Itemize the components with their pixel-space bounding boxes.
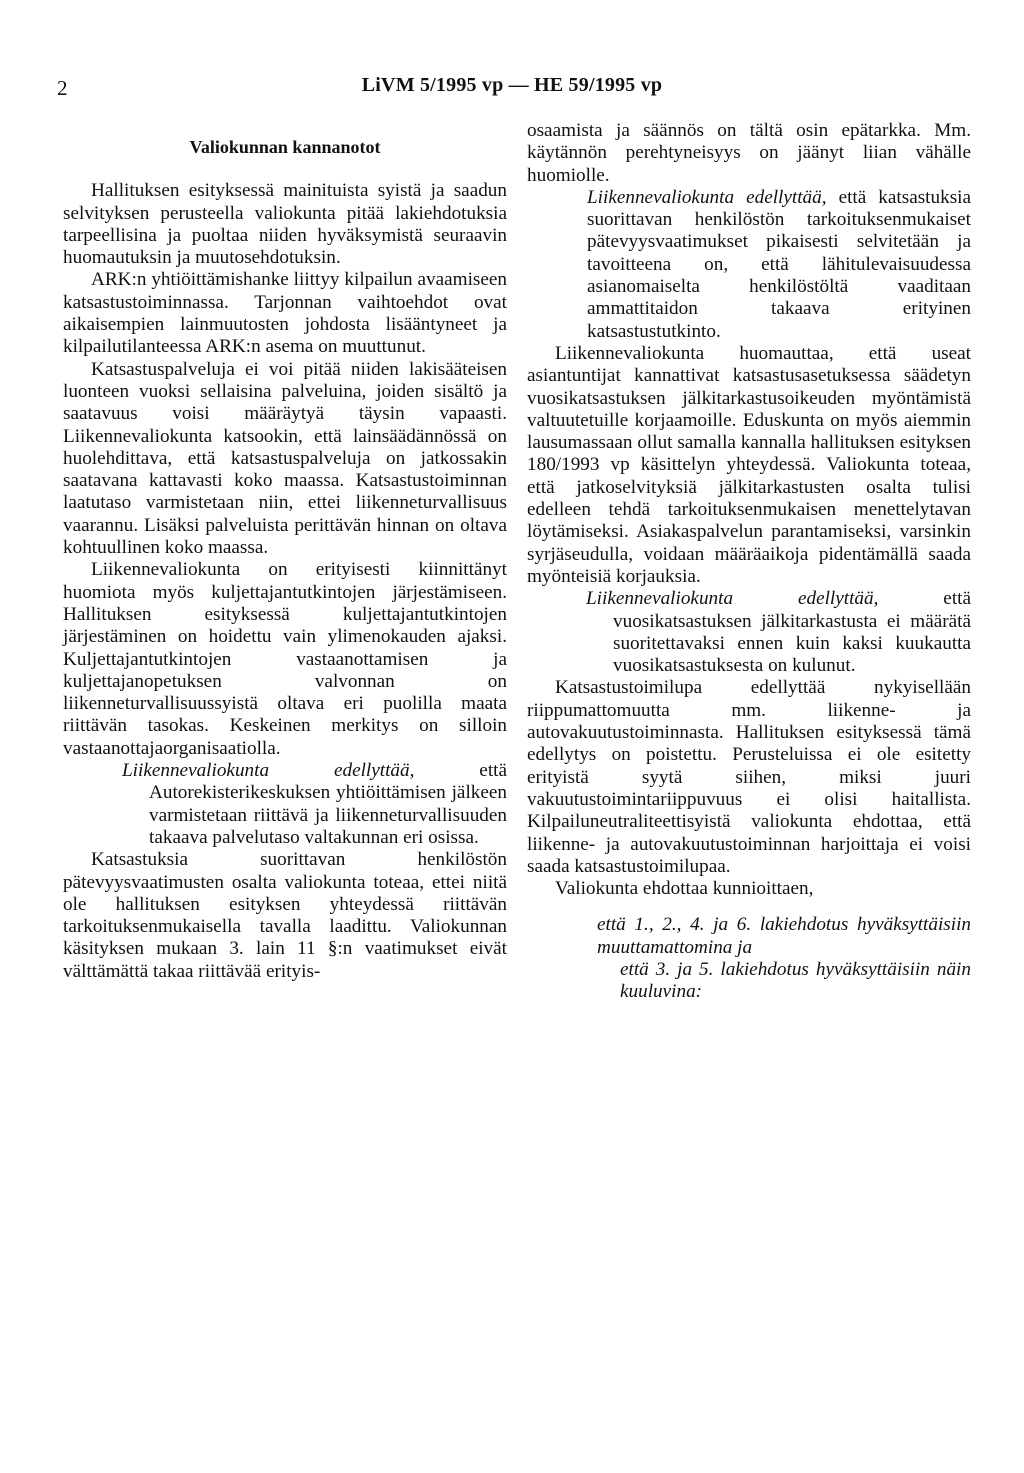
paragraph: Katsastuspalveluja ei voi pitää niiden lakisääteisen luonteen vuoksi sellaisina palveluina, joiden sisältö ja saatavuus voisi määräytyä täysin vapaasti. Liikennevaliokunta katsookin, että lainsäädännössä on huolehdittava, että katsastuspalveluja on jatkossakin saatavana kattavasti koko maassa. Katsastustoiminnan laatutaso varmistetaan niin, ettei liikenneturvallisuus vaarannu. Lisäksi palveluista perittävän hinnan on oltava kohtuullinen koko maassa. [63,358,507,559]
paragraph: Valiokunta ehdottaa kunnioittaen, [555,878,814,900]
running-head: LiVM 5/1995 vp — HE 59/1995 vp [361,74,663,96]
right-column [527,120,971,1004]
left-column [63,120,507,983]
requirement-paragraph [527,588,971,677]
paragraph: ARK:n yhtiöittämishanke liittyy kilpailun avaamiseen katsastustoiminnassa. Tarjonnan vaihtoehdot ovat aikaisempien lainmuutosten johdosta lisääntyneet ja kilpailutilanteessa ARK:n asema on muuttunut. [63,269,507,358]
section-heading: Valiokunnan kannanotot [189,137,381,157]
paragraph-text: että Autorekisterikeskuksen yhtiöittämisen jälkeen varmistetaan riittävä ja liikenneturvallisuuden takaava palvelutaso valtakunnan eri osissa. [149,760,507,848]
closing-line: että 1., 2., 4. ja 6. lakiehdotus hyväksyttäisiin muuttamattomina ja [597,914,971,958]
paragraph: Liikennevaliokunta huomauttaa, että useat asiantuntijat kannattivat katsastusasetuksessa säädetyn vuosikatsastuksen jälkitarkastusoikeuden myöntämistä valtuutetuille korjaamoille. Eduskunta on myös aiemmin lausumassaan ollut samalla kannalla hallituksen esityksen 180/1993 vp käsittelyn yhteydessä. Valiokunta toteaa, että jatkoselvityksiä jälkitarkastusten osalta tulisi edelleen tehdä tarkoituksenmukaisen menettelytavan löytämiseksi. Asiakaspalvelun parantamiseksi, varsinkin syrjäseudulla, voidaan määräaikoja pidentämällä saada myönteisiä korjauksia. [527,342,971,587]
italic-phrase: Liikennevaliokunta edellyttää, [122,760,415,782]
italic-phrase: Liikennevaliokunta edellyttää, [586,588,879,610]
paragraph: Katsastuksia suorittavan henkilöstön pätevyysvaatimusten osalta valiokunta toteaa, ettei niitä ole hallituksen esityksen yhteydessä riittävän tarkoituksenmukaisella tavalla laadittu. Valiokunnan käsityksen mukaan 3. lain 11 §:n vaatimukset eivät välttämättä takaa riittävää erityis- [63,849,507,982]
paragraph: Hallituksen esityksessä mainituista syistä ja saadun selvityksen perusteella valiokunta pitää lakiehdotuksia tarpeellisina ja puoltaa niiden hyväksymistä seuraavin huomautuksin ja muutosehdotuksin. [63,180,507,269]
requirement-paragraph [63,760,507,849]
paragraph-text: että vuosikatsastuksen jälkitarkastusta ei määrätä suoritettavaksi ennen kuin kaksi kuukautta vuosikatsastuksesta on kulunut. [613,588,971,677]
closing-line: että 3. ja 5. lakiehdotus hyväksyttäisiin näin kuuluvina: [620,958,971,1003]
paragraph-text: että katsastuksia suorittavan henkilöstön tarkoituksenmukaiset pätevyysvaatimukset pikaisesti selvitetään ja tavoitteena on, että lähitulevaisuudessa asianomaiselta henkilöstöltä vaaditaan ammattitaidon takaava erityinen katsastustutkinto. [587,186,972,342]
paragraph: Katsastustoimilupa edellyttää nykyisellään riippumattomuutta mm. liikenne- ja autovakuutustoiminnasta. Hallituksen esityksessä tämä edellytys on poistettu. Perusteluissa ei ole esitetty erityistä syytä siihen, miksi juuri vakuutustoimintariippuvuus ei olisi haitallista. Kilpailuneutraliteettisyistä valiokunta ehdottaa, että liikenne- ja autovakuutustoiminnan harjoittaja ei voisi saada katsastustoimilupaa. [527,677,971,877]
requirement-paragraph [527,187,971,343]
italic-phrase: Liikennevaliokunta edellyttää, [587,186,827,208]
paragraph: osaamista ja säännös on tältä osin epätarkka. Mm. käytännön perehtyneisyys on jäänyt liian vähälle huomiolle. [527,120,971,186]
page-number: 2 [57,76,68,100]
closing-proposals [527,914,971,1003]
paragraph: Liikennevaliokunta on erityisesti kiinnittänyt huomiota myös kuljettajantutkintojen järjestämiseen. Hallituksen esityksessä kuljettajantutkintojen järjestäminen on hoidettu vain ylimenokauden ajaksi. Kuljettajantutkintojen vastaanottamisen ja kuljettajanopetuksen valvonnan on liikenneturvallisuussyistä oltava eri puolilla maata riittävän tasokas. Keskeinen merkitys on silloin vastaanottajaorganisaatiolla. [63,559,507,759]
